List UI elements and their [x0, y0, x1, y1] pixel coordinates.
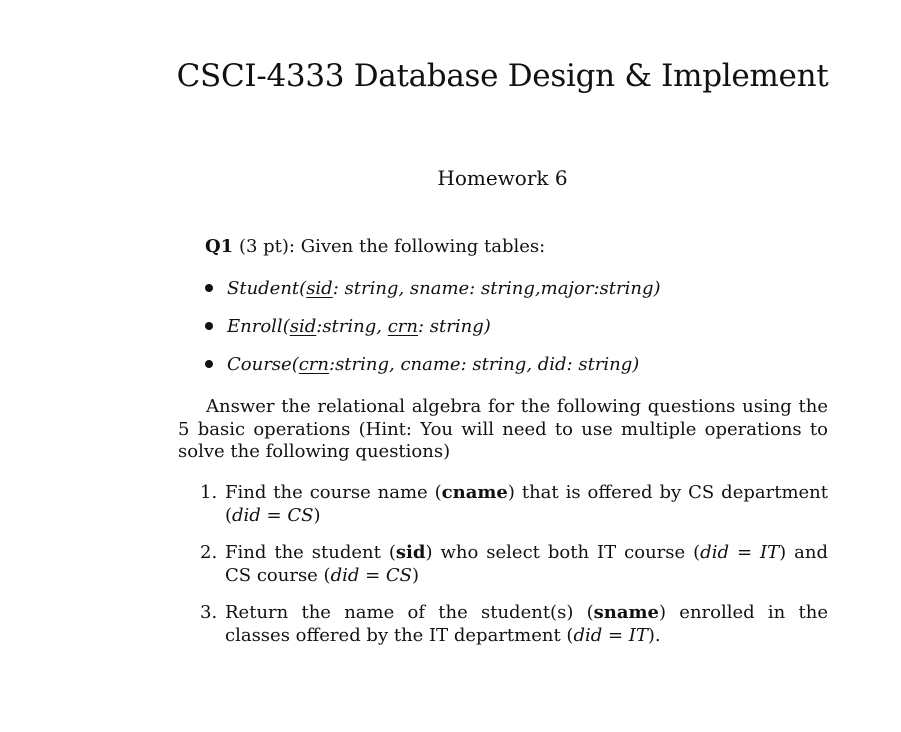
- question-text: Find the course name (: [225, 482, 442, 503]
- list-item: [205, 316, 661, 354]
- list-item: [200, 602, 828, 647]
- keyword: sname: [593, 602, 660, 623]
- question-list: [200, 482, 828, 647]
- item-number: 2.: [200, 542, 218, 563]
- primary-key: crn: [298, 354, 329, 375]
- question-points: (3 pt): Given the following tables:: [238, 236, 546, 257]
- table-name: Student(: [227, 278, 307, 299]
- table-list: [205, 278, 661, 392]
- primary-key: sid: [306, 278, 333, 299]
- table-name: Enroll(: [227, 316, 290, 337]
- keyword: sid: [395, 542, 426, 563]
- list-item: [205, 278, 661, 316]
- question-text: ): [313, 504, 321, 526]
- table-attributes: : string, sname: string,major:string): [332, 278, 661, 299]
- document-title: CSCI-4333 Database Design & Implement: [176, 58, 829, 94]
- math-expression: did = CS: [330, 564, 413, 586]
- question-label: Q1: [205, 236, 234, 257]
- bullet-icon: [205, 322, 213, 330]
- question-text: Return the name of the student(s) (: [225, 602, 594, 623]
- item-number: 1.: [200, 482, 218, 503]
- question-text: Find the student (: [225, 542, 396, 563]
- question-header: [205, 236, 545, 257]
- list-item: [200, 482, 828, 527]
- table-attributes: : string): [418, 316, 491, 337]
- question-text: ) who select both IT course (: [425, 542, 701, 563]
- homework-subtitle: Homework 6: [437, 166, 568, 190]
- math-expression: did = CS: [232, 504, 314, 526]
- question-text: ) enrolled in the classes offered by the IT department (: [225, 602, 828, 646]
- question-text: ) and CS course (: [225, 542, 829, 586]
- table-name: Course(: [227, 354, 299, 375]
- math-expression: did = IT: [700, 542, 780, 563]
- primary-key: crn: [387, 316, 418, 337]
- list-item: [205, 354, 661, 392]
- keyword: cname: [441, 482, 508, 503]
- instructions-paragraph: Answer the relational algebra for the following questions using the 5 basic operations (Hint: You will need to use multiple operations to solve the following questions): [178, 396, 828, 462]
- item-number: 3.: [200, 602, 218, 623]
- question-text: ): [412, 564, 420, 586]
- table-attributes: :string, cname: string, did: string): [329, 354, 640, 375]
- primary-key: sid: [289, 316, 317, 337]
- bullet-icon: [205, 284, 213, 292]
- table-attributes: :string,: [316, 316, 388, 337]
- question-text: ) that is offered by CS department (: [225, 482, 828, 526]
- list-item: [200, 542, 828, 587]
- bullet-icon: [205, 360, 213, 368]
- question-text: ).: [647, 624, 661, 646]
- math-expression: did = IT: [573, 624, 648, 646]
